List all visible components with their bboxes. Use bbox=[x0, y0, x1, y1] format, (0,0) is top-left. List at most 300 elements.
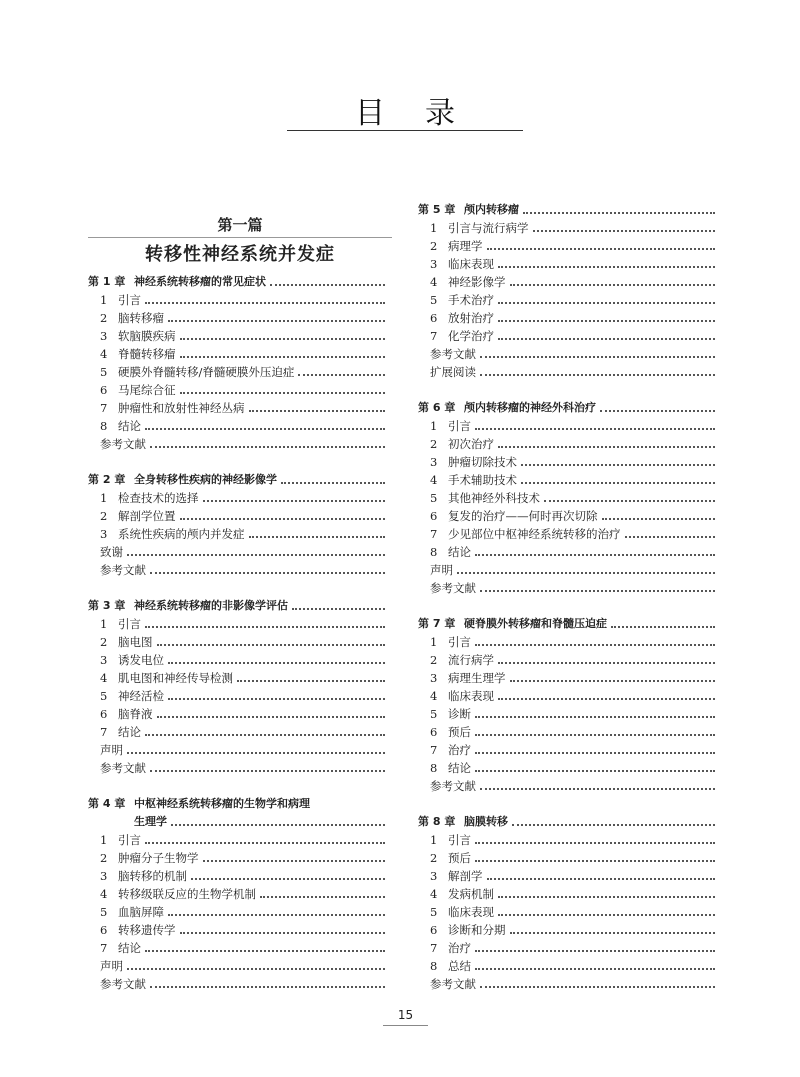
dot-leader bbox=[498, 302, 715, 304]
toc-entry[interactable] bbox=[418, 417, 715, 435]
entry-number: 1 bbox=[100, 617, 108, 631]
entry-number: 7 bbox=[100, 941, 108, 955]
toc-entry[interactable] bbox=[418, 741, 715, 759]
toc-entry[interactable] bbox=[88, 669, 385, 687]
part-label: 第一篇 bbox=[217, 216, 263, 234]
dot-leader bbox=[475, 644, 715, 646]
toc-entry[interactable] bbox=[88, 417, 385, 435]
entry-title: 软脑膜疾病 bbox=[118, 329, 176, 343]
toc-entry[interactable] bbox=[88, 489, 385, 507]
entry-title: 引言 bbox=[118, 833, 141, 847]
toc-entry[interactable] bbox=[88, 633, 385, 651]
entry-number: 2 bbox=[430, 239, 438, 253]
toc-entry[interactable] bbox=[88, 723, 385, 741]
chapter-number: 第 1 章 bbox=[88, 275, 126, 288]
entry-number: 3 bbox=[430, 455, 438, 469]
toc-entry-back-matter[interactable] bbox=[418, 975, 715, 993]
dot-leader bbox=[480, 374, 715, 376]
dot-leader bbox=[475, 716, 715, 718]
dot-leader bbox=[168, 320, 385, 322]
entry-title: 肿瘤性和放射性神经丛病 bbox=[118, 401, 245, 415]
entry-title: 治疗 bbox=[448, 941, 471, 955]
entry-title: 参考文献 bbox=[430, 779, 476, 793]
chapter-number: 第 7 章 bbox=[418, 617, 456, 630]
dot-leader bbox=[150, 986, 385, 988]
chapter-number: 第 2 章 bbox=[88, 473, 126, 486]
dot-leader bbox=[498, 896, 715, 898]
entry-title: 脑脊液 bbox=[118, 707, 153, 721]
toc-entry[interactable] bbox=[88, 381, 385, 399]
toc-entry[interactable] bbox=[418, 903, 715, 921]
entry-title: 参考文献 bbox=[100, 563, 146, 577]
entry-title: 其他神经外科技术 bbox=[448, 491, 540, 505]
entry-number: 4 bbox=[100, 347, 108, 361]
entry-number: 3 bbox=[100, 869, 108, 883]
entry-number: 5 bbox=[430, 293, 438, 307]
entry-title: 诊断 bbox=[448, 707, 471, 721]
entry-title: 预后 bbox=[448, 725, 471, 739]
toc-chapter bbox=[418, 615, 715, 795]
entry-title: 声明 bbox=[100, 743, 123, 757]
chapter-heading[interactable] bbox=[88, 597, 385, 615]
entry-number: 2 bbox=[100, 311, 108, 325]
dot-leader bbox=[498, 338, 715, 340]
chapter-number: 第 4 章 bbox=[88, 797, 126, 810]
dot-leader bbox=[150, 572, 385, 574]
toc-entry-back-matter[interactable] bbox=[88, 561, 385, 579]
entry-number: 4 bbox=[100, 671, 108, 685]
dot-leader bbox=[475, 950, 715, 952]
toc-entry[interactable] bbox=[88, 651, 385, 669]
entry-number: 5 bbox=[430, 491, 438, 505]
toc-entry[interactable] bbox=[418, 759, 715, 777]
toc-entry[interactable] bbox=[88, 903, 385, 921]
entry-number: 1 bbox=[430, 833, 438, 847]
entry-title: 结论 bbox=[118, 941, 141, 955]
entry-number: 7 bbox=[430, 743, 438, 757]
entry-number: 2 bbox=[430, 437, 438, 451]
dot-leader bbox=[180, 518, 386, 520]
toc-entry[interactable] bbox=[418, 867, 715, 885]
entry-number: 6 bbox=[100, 923, 108, 937]
entry-title: 扩展阅读 bbox=[430, 365, 476, 379]
entry-title: 肌电图和神经传导检测 bbox=[118, 671, 233, 685]
entry-number: 4 bbox=[100, 887, 108, 901]
entry-title: 参考文献 bbox=[430, 581, 476, 595]
entry-title: 诊断和分期 bbox=[448, 923, 506, 937]
toc-entry[interactable] bbox=[88, 867, 385, 885]
entry-title: 参考文献 bbox=[100, 761, 146, 775]
chapter-heading[interactable] bbox=[418, 813, 715, 831]
entry-number: 1 bbox=[100, 833, 108, 847]
toc-entry[interactable] bbox=[418, 327, 715, 345]
entry-title: 结论 bbox=[448, 761, 471, 775]
dot-leader bbox=[292, 608, 385, 610]
entry-title: 脊髓转移瘤 bbox=[118, 347, 176, 361]
entry-number: 5 bbox=[430, 905, 438, 919]
dot-leader bbox=[498, 662, 715, 664]
chapter-heading[interactable] bbox=[418, 399, 715, 417]
dot-leader bbox=[475, 860, 715, 862]
entry-title: 致谢 bbox=[100, 545, 123, 559]
entry-number: 2 bbox=[100, 509, 108, 523]
entry-number: 4 bbox=[430, 275, 438, 289]
toc-entry[interactable] bbox=[418, 435, 715, 453]
toc-entry-back-matter[interactable] bbox=[88, 435, 385, 453]
toc-entry[interactable] bbox=[88, 309, 385, 327]
entry-title: 检查技术的选择 bbox=[118, 491, 199, 505]
toc-entry-back-matter[interactable] bbox=[88, 975, 385, 993]
chapter-heading[interactable] bbox=[418, 615, 715, 633]
page-heading: 目录 bbox=[355, 96, 495, 131]
dot-leader bbox=[249, 410, 386, 412]
toc-entry[interactable] bbox=[418, 507, 715, 525]
entry-number: 2 bbox=[430, 851, 438, 865]
entry-number: 7 bbox=[430, 941, 438, 955]
dot-leader bbox=[203, 860, 386, 862]
dot-leader bbox=[145, 950, 385, 952]
toc-entry[interactable] bbox=[88, 507, 385, 525]
entry-number: 2 bbox=[100, 851, 108, 865]
entry-number: 6 bbox=[430, 509, 438, 523]
toc-entry[interactable] bbox=[418, 453, 715, 471]
toc-entry[interactable] bbox=[418, 273, 715, 291]
dot-leader bbox=[127, 752, 385, 754]
entry-number: 1 bbox=[430, 419, 438, 433]
toc-entry[interactable] bbox=[418, 525, 715, 543]
dot-leader bbox=[521, 464, 715, 466]
entry-number: 1 bbox=[430, 221, 438, 235]
entry-number: 5 bbox=[100, 905, 108, 919]
toc-entry[interactable] bbox=[418, 291, 715, 309]
entry-title: 预后 bbox=[448, 851, 471, 865]
dot-leader bbox=[510, 932, 716, 934]
entry-number: 3 bbox=[100, 329, 108, 343]
dot-leader bbox=[180, 338, 386, 340]
entry-number: 6 bbox=[430, 311, 438, 325]
toc-entry[interactable] bbox=[418, 543, 715, 561]
dot-leader bbox=[487, 248, 716, 250]
entry-title: 流行病学 bbox=[448, 653, 494, 667]
entry-title: 声明 bbox=[100, 959, 123, 973]
entry-number: 7 bbox=[430, 329, 438, 343]
toc-entry-back-matter[interactable] bbox=[88, 957, 385, 975]
dot-leader bbox=[475, 428, 715, 430]
entry-number: 3 bbox=[430, 257, 438, 271]
dot-leader bbox=[127, 968, 385, 970]
entry-title: 引言 bbox=[448, 635, 471, 649]
dot-leader bbox=[457, 572, 715, 574]
toc-entry[interactable] bbox=[88, 615, 385, 633]
entry-number: 3 bbox=[100, 653, 108, 667]
dot-leader bbox=[475, 968, 715, 970]
toc-entry[interactable] bbox=[418, 939, 715, 957]
toc-entry-back-matter[interactable] bbox=[418, 363, 715, 381]
entry-title: 转移级联反应的生物学机制 bbox=[118, 887, 256, 901]
dot-leader bbox=[480, 590, 715, 592]
toc-entry[interactable] bbox=[418, 849, 715, 867]
toc-entry-back-matter[interactable] bbox=[88, 543, 385, 561]
entry-title: 结论 bbox=[118, 419, 141, 433]
dot-leader bbox=[168, 698, 385, 700]
chapter-title: 颅内转移瘤的神经外科治疗 bbox=[464, 401, 596, 414]
entry-number: 4 bbox=[430, 887, 438, 901]
toc-chapter bbox=[88, 597, 385, 777]
entry-title: 放射治疗 bbox=[448, 311, 494, 325]
page-number-rule bbox=[383, 1025, 428, 1026]
entry-number: 1 bbox=[100, 491, 108, 505]
toc-chapter bbox=[418, 813, 715, 993]
entry-number: 3 bbox=[100, 527, 108, 541]
toc-entry-back-matter[interactable] bbox=[418, 345, 715, 363]
toc-entry[interactable] bbox=[88, 939, 385, 957]
dot-leader bbox=[127, 554, 385, 556]
entry-title: 结论 bbox=[448, 545, 471, 559]
chapter-number: 第 3 章 bbox=[88, 599, 126, 612]
entry-title: 引言 bbox=[118, 293, 141, 307]
entry-title: 系统性疾病的颅内并发症 bbox=[118, 527, 245, 541]
toc-entry-back-matter[interactable] bbox=[418, 561, 715, 579]
toc-chapter bbox=[88, 795, 385, 993]
toc-entry[interactable] bbox=[418, 255, 715, 273]
dot-leader bbox=[498, 446, 715, 448]
chapter-heading[interactable] bbox=[418, 201, 715, 219]
toc-entry[interactable] bbox=[88, 399, 385, 417]
part-rule bbox=[88, 237, 392, 238]
entry-title: 病理学 bbox=[448, 239, 483, 253]
toc-entry[interactable] bbox=[418, 489, 715, 507]
dot-leader bbox=[475, 842, 715, 844]
dot-leader bbox=[298, 374, 385, 376]
entry-title: 硬膜外脊髓转移/脊髓硬膜外压迫症 bbox=[118, 365, 295, 379]
dot-leader bbox=[498, 698, 715, 700]
chapter-heading[interactable] bbox=[88, 471, 385, 489]
entry-title: 引言与流行病学 bbox=[448, 221, 529, 235]
toc-entry[interactable] bbox=[88, 849, 385, 867]
dot-leader bbox=[145, 626, 385, 628]
dot-leader bbox=[544, 500, 715, 502]
toc-entry[interactable] bbox=[418, 957, 715, 975]
entry-title: 马尾综合征 bbox=[118, 383, 176, 397]
toc-entry[interactable] bbox=[418, 237, 715, 255]
chapter-heading-continued[interactable] bbox=[88, 813, 385, 831]
toc-entry[interactable] bbox=[418, 219, 715, 237]
entry-title: 病理生理学 bbox=[448, 671, 506, 685]
entry-title: 临床表现 bbox=[448, 257, 494, 271]
entry-number: 6 bbox=[430, 923, 438, 937]
dot-leader bbox=[180, 932, 386, 934]
dot-leader bbox=[260, 896, 385, 898]
toc-entry[interactable] bbox=[418, 831, 715, 849]
chapter-heading[interactable] bbox=[88, 273, 385, 291]
toc-entry[interactable] bbox=[418, 633, 715, 651]
toc-entry[interactable] bbox=[88, 363, 385, 381]
entry-number: 7 bbox=[100, 401, 108, 415]
dot-leader bbox=[487, 878, 716, 880]
chapter-heading[interactable] bbox=[88, 795, 385, 813]
entry-number: 1 bbox=[430, 635, 438, 649]
toc-entry[interactable] bbox=[418, 921, 715, 939]
dot-leader bbox=[533, 230, 716, 232]
toc-entry[interactable] bbox=[418, 651, 715, 669]
toc-entry[interactable] bbox=[88, 705, 385, 723]
toc-entry[interactable] bbox=[88, 291, 385, 309]
dot-leader bbox=[475, 752, 715, 754]
part-title: 转移性神经系统并发症 bbox=[145, 244, 335, 265]
dot-leader bbox=[145, 734, 385, 736]
entry-title: 诱发电位 bbox=[118, 653, 164, 667]
toc-entry[interactable] bbox=[418, 687, 715, 705]
chapter-number: 第 8 章 bbox=[418, 815, 456, 828]
dot-leader bbox=[602, 518, 716, 520]
toc-entry-back-matter[interactable] bbox=[418, 579, 715, 597]
entry-title: 参考文献 bbox=[100, 437, 146, 451]
toc-entry-back-matter[interactable] bbox=[418, 777, 715, 795]
toc-entry[interactable] bbox=[88, 687, 385, 705]
entry-title: 参考文献 bbox=[430, 347, 476, 361]
entry-title: 脑电图 bbox=[118, 635, 153, 649]
dot-leader bbox=[150, 446, 385, 448]
entry-number: 3 bbox=[430, 671, 438, 685]
dot-leader bbox=[498, 914, 715, 916]
dot-leader bbox=[600, 410, 715, 412]
toc-chapter bbox=[88, 273, 385, 453]
dot-leader bbox=[168, 914, 385, 916]
dot-leader bbox=[498, 266, 715, 268]
toc-column-right bbox=[418, 201, 715, 1011]
chapter-title: 全身转移性疾病的神经影像学 bbox=[134, 473, 277, 486]
entry-title: 化学治疗 bbox=[448, 329, 494, 343]
entry-title: 血脑屏障 bbox=[118, 905, 164, 919]
entry-title: 引言 bbox=[448, 833, 471, 847]
entry-title: 肿瘤分子生物学 bbox=[118, 851, 199, 865]
dot-leader bbox=[523, 212, 715, 214]
entry-number: 4 bbox=[430, 689, 438, 703]
entry-title: 参考文献 bbox=[430, 977, 476, 991]
entry-number: 5 bbox=[100, 365, 108, 379]
entry-title: 参考文献 bbox=[100, 977, 146, 991]
chapter-title: 脑膜转移 bbox=[464, 815, 508, 828]
dot-leader bbox=[480, 356, 715, 358]
dot-leader bbox=[512, 824, 715, 826]
entry-title: 肿瘤切除技术 bbox=[448, 455, 517, 469]
chapter-title: 硬脊膜外转移瘤和脊髓压迫症 bbox=[464, 617, 607, 630]
entry-title: 临床表现 bbox=[448, 905, 494, 919]
dot-leader bbox=[168, 662, 385, 664]
toc-entry[interactable] bbox=[88, 327, 385, 345]
dot-leader bbox=[510, 284, 716, 286]
entry-title: 复发的治疗——何时再次切除 bbox=[448, 509, 598, 523]
toc-entry[interactable] bbox=[418, 705, 715, 723]
entry-title: 手术辅助技术 bbox=[448, 473, 517, 487]
entry-number: 8 bbox=[430, 959, 438, 973]
heading-rule bbox=[287, 130, 523, 131]
toc-column-left bbox=[88, 273, 385, 1011]
dot-leader bbox=[475, 554, 715, 556]
toc-entry[interactable] bbox=[418, 669, 715, 687]
entry-title: 临床表现 bbox=[448, 689, 494, 703]
toc-entry[interactable] bbox=[88, 345, 385, 363]
dot-leader bbox=[521, 482, 715, 484]
toc-entry[interactable] bbox=[88, 921, 385, 939]
toc-chapter bbox=[418, 399, 715, 597]
entry-title: 脑转移的机制 bbox=[118, 869, 187, 883]
dot-leader bbox=[191, 878, 385, 880]
entry-title: 神经影像学 bbox=[448, 275, 506, 289]
dot-leader bbox=[145, 302, 385, 304]
entry-title: 脑转移瘤 bbox=[118, 311, 164, 325]
entry-number: 6 bbox=[100, 707, 108, 721]
dot-leader bbox=[510, 680, 716, 682]
entry-title: 解剖学位置 bbox=[118, 509, 176, 523]
dot-leader bbox=[237, 680, 385, 682]
entry-title: 治疗 bbox=[448, 743, 471, 757]
dot-leader bbox=[157, 644, 386, 646]
dot-leader bbox=[498, 320, 715, 322]
toc-chapter bbox=[88, 471, 385, 579]
chapter-title: 颅内转移瘤 bbox=[464, 203, 519, 216]
entry-number: 8 bbox=[430, 761, 438, 775]
toc-entry[interactable] bbox=[418, 471, 715, 489]
dot-leader bbox=[270, 284, 385, 286]
chapter-title: 神经系统转移瘤的常见症状 bbox=[134, 275, 266, 288]
chapter-number: 第 5 章 bbox=[418, 203, 456, 216]
dot-leader bbox=[480, 986, 715, 988]
dot-leader bbox=[611, 626, 715, 628]
entry-number: 6 bbox=[430, 725, 438, 739]
entry-number: 3 bbox=[430, 869, 438, 883]
dot-leader bbox=[625, 536, 716, 538]
entry-title: 少见部位中枢神经系统转移的治疗 bbox=[448, 527, 621, 541]
entry-number: 5 bbox=[100, 689, 108, 703]
entry-number: 8 bbox=[100, 419, 108, 433]
toc-entry-back-matter[interactable] bbox=[88, 759, 385, 777]
chapter-title: 神经系统转移瘤的非影像学评估 bbox=[134, 599, 288, 612]
toc-entry[interactable] bbox=[88, 885, 385, 903]
dot-leader bbox=[145, 428, 385, 430]
entry-title: 结论 bbox=[118, 725, 141, 739]
dot-leader bbox=[150, 770, 385, 772]
toc-chapter bbox=[418, 201, 715, 381]
toc-entry[interactable] bbox=[88, 525, 385, 543]
toc-entry-back-matter[interactable] bbox=[88, 741, 385, 759]
toc-entry[interactable] bbox=[418, 885, 715, 903]
entry-title: 引言 bbox=[118, 617, 141, 631]
entry-number: 2 bbox=[100, 635, 108, 649]
dot-leader bbox=[203, 500, 386, 502]
page-number: 15 bbox=[397, 1008, 414, 1022]
entry-title: 总结 bbox=[448, 959, 471, 973]
toc-entry[interactable] bbox=[418, 309, 715, 327]
entry-title: 初次治疗 bbox=[448, 437, 494, 451]
entry-number: 1 bbox=[100, 293, 108, 307]
entry-title: 手术治疗 bbox=[448, 293, 494, 307]
toc-entry[interactable] bbox=[418, 723, 715, 741]
entry-title: 转移遗传学 bbox=[118, 923, 176, 937]
entry-number: 2 bbox=[430, 653, 438, 667]
entry-number: 6 bbox=[100, 383, 108, 397]
entry-number: 8 bbox=[430, 545, 438, 559]
dot-leader bbox=[281, 482, 385, 484]
entry-title: 神经活检 bbox=[118, 689, 164, 703]
entry-title: 发病机制 bbox=[448, 887, 494, 901]
toc-entry[interactable] bbox=[88, 831, 385, 849]
entry-number: 4 bbox=[430, 473, 438, 487]
dot-leader bbox=[145, 842, 385, 844]
dot-leader bbox=[180, 392, 386, 394]
entry-number: 7 bbox=[430, 527, 438, 541]
chapter-title: 中枢神经系统转移瘤的生物学和病理 bbox=[134, 797, 310, 810]
